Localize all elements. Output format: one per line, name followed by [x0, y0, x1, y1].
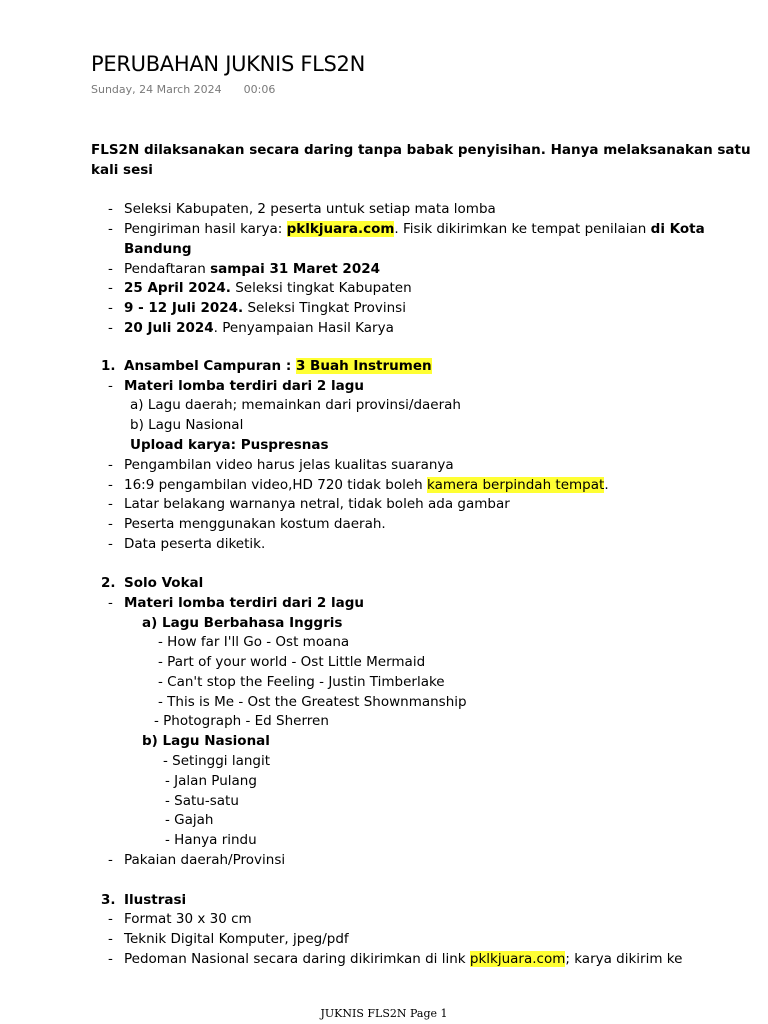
song-item: - This is Me - Ost the Greatest Shownmanship	[158, 694, 467, 710]
section-2-pakaian: Pakaian daerah/Provinsi	[124, 852, 286, 868]
intro-line-2: kali sesi	[91, 162, 153, 178]
bullet-dash: -	[108, 477, 113, 493]
bullet-dash: -	[108, 201, 113, 217]
section-3-title: Ilustrasi	[124, 892, 187, 908]
section-2-materi: Materi lomba terdiri dari 2 lagu	[124, 595, 364, 611]
pklkjuara-link: pklkjuara.com	[286, 221, 395, 237]
general-item-2-bold: di Kota	[650, 221, 705, 237]
general-item-3	[124, 260, 380, 279]
section-3-item-2: Teknik Digital Komputer, jpeg/pdf	[124, 931, 349, 947]
general-item-2-text: Pengiriman hasil karya:	[124, 221, 287, 237]
song-item: - Part of your world - Ost Little Mermaid	[158, 654, 426, 670]
section-1-item-4: Peserta menggunakan kostum daerah.	[124, 516, 386, 532]
bullet-dash: -	[108, 852, 113, 868]
section-1-materi: Materi lomba terdiri dari 2 lagu	[124, 378, 364, 394]
section-3-item-1: Format 30 x 30 cm	[124, 911, 252, 927]
general-item-6-text: . Penyampaian Hasil Karya	[213, 320, 394, 336]
pklkjuara-link: pklkjuara.com	[469, 951, 566, 967]
song-item: - Satu-satu	[165, 793, 239, 809]
section-3-item-3-post: ; karya dikirim ke	[565, 951, 683, 967]
section-3-item-3	[124, 950, 682, 969]
general-item-2-mid: . Fisik dikirimkan ke tempat penilaian	[394, 221, 651, 237]
general-item-3-text: Pendaftaran	[124, 261, 211, 277]
section-2-title: Solo Vokal	[124, 575, 204, 591]
song-item: - How far I'll Go - Ost moana	[158, 634, 350, 650]
page-date: Sunday, 24 March 2024	[91, 83, 222, 96]
general-item-5	[124, 299, 406, 318]
section-1-item-5: Data peserta diketik.	[124, 536, 266, 552]
bullet-dash: -	[108, 320, 113, 336]
section-1-title-text: Ansambel Campuran :	[124, 358, 296, 374]
section-1-item-2-highlight: kamera berpindah tempat	[427, 477, 605, 493]
bullet-dash: -	[108, 516, 113, 532]
intro-line-1: FLS2N dilaksanakan secara daring tanpa babak penyisihan. Hanya melaksanakan satu	[91, 142, 751, 158]
general-item-2-continued: Bandung	[124, 241, 192, 257]
section-2-sub-b: b) Lagu Nasional	[142, 733, 270, 749]
general-item-3-bold: sampai 31 Maret 2024	[210, 261, 381, 277]
bullet-dash: -	[108, 457, 113, 473]
section-1-item-1: Pengambilan video harus jelas kualitas suaranya	[124, 457, 454, 473]
bullet-dash: -	[108, 595, 113, 611]
general-item-4-text: Seleksi tingkat Kabupaten	[230, 280, 412, 296]
page-footer: JUKNIS FLS2N Page 1	[320, 1007, 448, 1020]
general-item-1: Seleksi Kabupaten, 2 peserta untuk setiap mata lomba	[124, 201, 496, 217]
section-1-item-2	[124, 476, 609, 495]
section-2-sub-a: a) Lagu Berbahasa Inggris	[142, 615, 343, 631]
song-item: - Gajah	[165, 812, 214, 828]
bullet-dash: -	[108, 300, 113, 316]
section-3-item-3-text: Pedoman Nasional secara daring dikirimkan di link	[124, 951, 470, 967]
section-3-number: 3.	[101, 892, 116, 908]
section-1-upload: Upload karya: Puspresnas	[130, 437, 329, 453]
song-item: - Photograph - Ed Sherren	[154, 713, 329, 729]
page-title: PERUBAHAN JUKNIS FLS2N	[91, 52, 366, 76]
section-1-item-2-post: .	[604, 477, 609, 493]
bullet-dash: -	[108, 931, 113, 947]
page-time: 00:06	[243, 83, 276, 96]
general-item-6	[124, 319, 394, 338]
bullet-dash: -	[108, 911, 113, 927]
general-item-6-bold: 20 Juli 2024	[124, 320, 214, 336]
general-item-5-text: Seleksi Tingkat Provinsi	[243, 300, 406, 316]
section-1-sub-a: a) Lagu daerah; memainkan dari provinsi/daerah	[130, 397, 461, 413]
general-item-5-bold: 9 - 12 Juli 2024.	[124, 300, 244, 316]
bullet-dash: -	[108, 378, 113, 394]
bullet-dash: -	[108, 280, 113, 296]
song-item: - Setinggi langit	[163, 753, 271, 769]
song-item: - Hanya rindu	[165, 832, 257, 848]
section-1-title-highlight: 3 Buah Instrumen	[295, 358, 432, 374]
general-item-2	[124, 220, 705, 239]
song-item: - Can't stop the Feeling - Justin Timberlake	[158, 674, 445, 690]
section-2-number: 2.	[101, 575, 116, 591]
bullet-dash: -	[108, 261, 113, 277]
page-meta	[91, 82, 275, 98]
section-1-number: 1.	[101, 358, 116, 374]
general-item-4-bold: 25 April 2024.	[124, 280, 231, 296]
bullet-dash: -	[108, 951, 113, 967]
section-1-title	[124, 357, 432, 376]
general-item-4	[124, 279, 412, 298]
song-item: - Jalan Pulang	[165, 773, 257, 789]
bullet-dash: -	[108, 536, 113, 552]
bullet-dash: -	[108, 221, 113, 237]
bullet-dash: -	[108, 496, 113, 512]
section-1-sub-b: b) Lagu Nasional	[130, 417, 244, 433]
section-1-item-2-text: 16:9 pengambilan video,HD 720 tidak boleh	[124, 477, 428, 493]
section-1-item-3: Latar belakang warnanya netral, tidak boleh ada gambar	[124, 496, 510, 512]
